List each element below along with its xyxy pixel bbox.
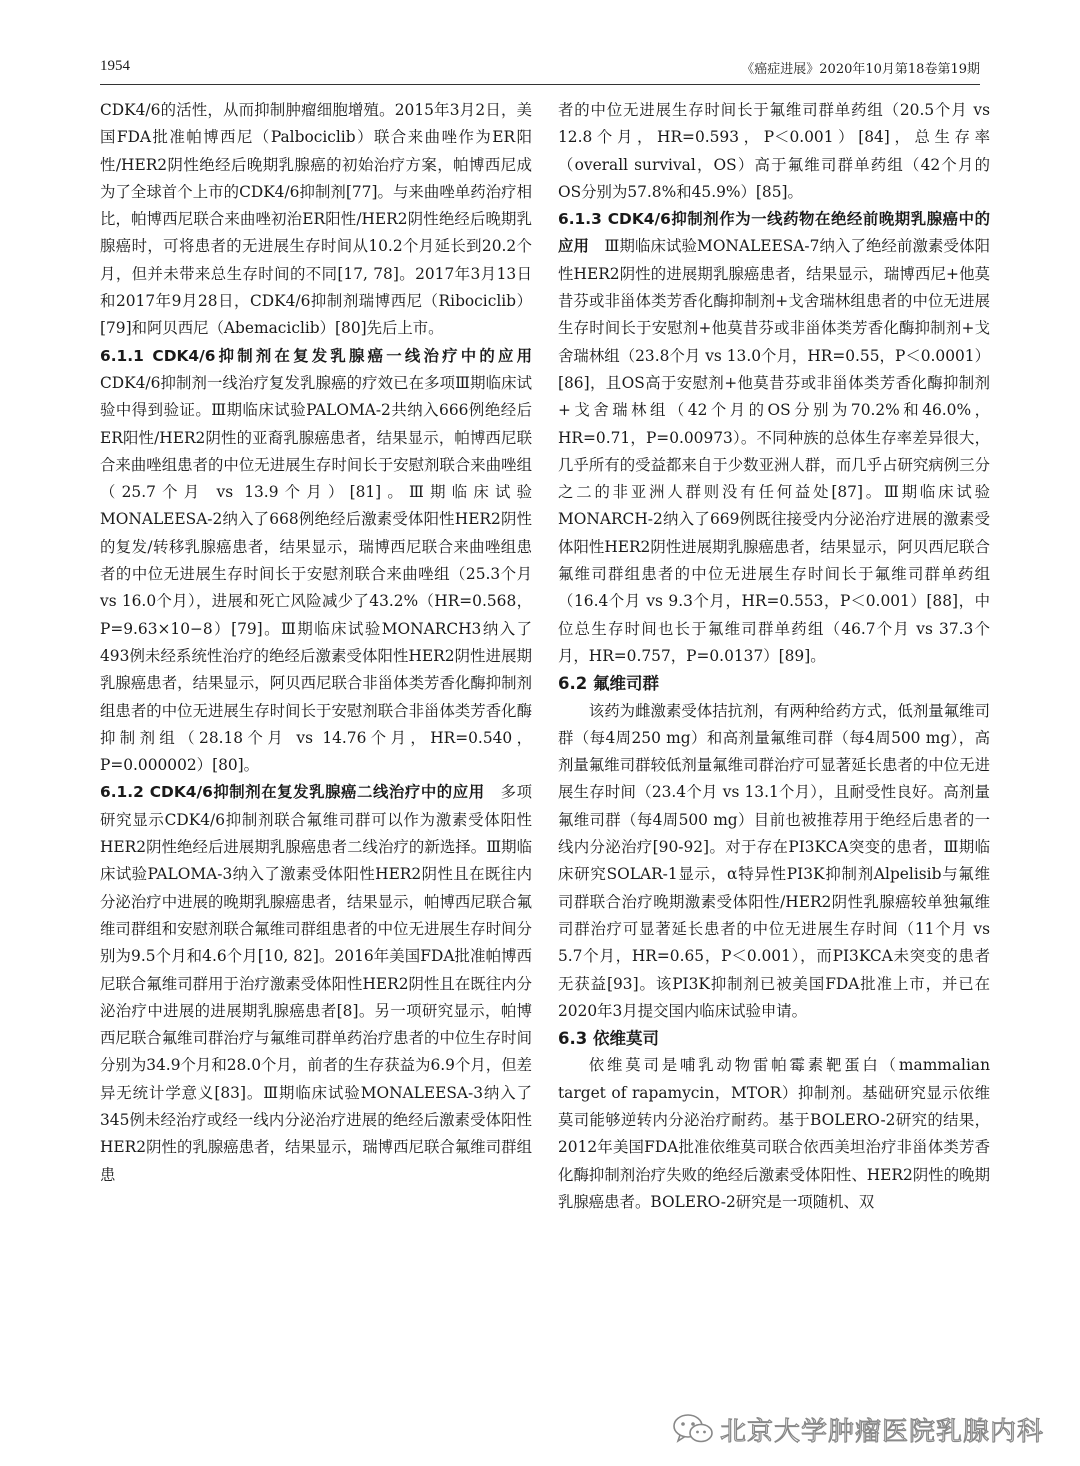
section-heading-6-3: 6.3 依维莫司 bbox=[558, 1029, 659, 1049]
subsection-6-1-3: 6.1.3 CDK4/6抑制剂作为一线药物在绝经前晚期乳腺癌中的应用 Ⅲ期临床试验MONALEESA-7纳入了绝经前激素受体阳性HER2阴性的进展期乳腺癌患者，结果显示，瑞博西尼+他莫昔芬或非甾体类芳香化酶抑制剂+戈舍瑞林组患者的中位无进展生存时间长于安慰剂+他莫昔芬或非甾体类芳香化酶抑制剂+戈舍瑞林组（23.8个月 vs 13.0个月，HR=0.55，P＜0.0001）[86]，且OS高于安慰剂+他莫昔芬或非甾体类芳香化酶抑制剂+戈舍瑞林组（42个月的OS分别为70.2%和46.0%，HR=0.71，P=0.00973）。不同种族的总体生存率差异很大，几乎所有的受益都来自于少数亚洲人群，而几乎占研究病例三分之二的非亚洲人群则没有任何益处[87]。Ⅲ期临床试验MONARCH-2纳入了669例既往接受内分泌治疗进展的激素受体阳性HER2阴性进展期乳腺癌患者，结果显示，阿贝西尼联合氟维司群组患者的中位无进展生存时间长于氟维司群单药组（16.4个月 vs 9.3个月，HR=0.553，P＜0.001）[88]，中位总生存时间也长于氟维司群单药组（46.7个月 vs 37.3个月，HR=0.757，P=0.0137）[89]。 bbox=[558, 210, 990, 665]
paragraph: 该药为雌激素受体拮抗剂，有两种给药方式，低剂量氟维司群（每4周250 mg）和高剂量氟维司群（每4周500 mg），高剂量氟维司群较低剂量氟维司群治疗可显著延长患者的中位无进展生存时间（23.4个月 vs 13.1个月），且耐受性良好。高剂量氟维司群（每4周500 mg）目前也被推荐用于绝经后患者的一线内分泌治疗[90-92]。对于存在PI3KCA突变的患者，Ⅲ期临床研究SOLAR-1显示，α特异性PI3K抑制剂Alpelisib与氟维司群联合治疗晚期激素受体阳性/HER2阴性乳腺癌较单独氟维司群治疗可显著延长患者的中位无进展生存时间（11个月 vs 5.7个月，HR=0.65，P＜0.001），而PI3KCA未突变的患者无获益[93]。该PI3K抑制剂已被美国FDA批准上市，并已在2020年3月提交国内临床试验申请。 bbox=[558, 701, 990, 1020]
page-number: 1954 bbox=[100, 58, 130, 74]
header-rule bbox=[100, 84, 980, 85]
wechat-icon bbox=[672, 1413, 714, 1445]
right-column bbox=[558, 97, 990, 1216]
watermark-text: 北京大学肿瘤医院乳腺内科 bbox=[720, 1416, 1045, 1447]
subsection-6-1-1: 6.1.1 CDK4/6抑制剂在复发乳腺癌一线治疗中的应用 CDK4/6抑制剂一线治疗复发乳腺癌的疗效已在多项Ⅲ期临床试验中得到验证。Ⅲ期临床试验PALOMA-2共纳入666例绝经后ER阳性/HER2阴性的亚裔乳腺癌患者，结果显示，帕博西尼联合来曲唑组患者的中位无进展生存时间长于安慰剂联合来曲唑组（25.7个月 vs 13.9个月）[81]。Ⅲ期临床试验MONALEESA-2纳入了668例绝经后激素受体阳性HER2阴性的复发/转移乳腺癌患者，结果显示，瑞博西尼联合来曲唑组患者的中位无进展生存时间长于安慰剂联合来曲唑组（25.3个月 vs 16.0个月），进展和死亡风险减少了43.2%（HR=0.568，P=9.63×10−8）[79]。Ⅲ期临床试验MONARCH3纳入了493例未经系统性治疗的绝经后激素受体阳性HER2阴性进展期乳腺癌患者，结果显示，阿贝西尼联合非甾体类芳香化酶抑制剂组患者的中位无进展生存时间长于安慰剂联合非甾体类芳香化酶抑制剂组（28.18个月 vs 14.76个月，HR=0.540，P=0.000002）[80]。 bbox=[100, 346, 532, 775]
subsection-heading: 6.1.3 CDK4/6抑制剂作为一线药物在绝经前晚期乳腺癌中的应用 bbox=[558, 210, 990, 256]
subsection-heading: 6.1.2 CDK4/6抑制剂在复发乳腺癌二线治疗中的应用 bbox=[100, 783, 485, 802]
paragraph: CDK4/6的活性，从而抑制肿瘤细胞增殖。2015年3月2日，美国FDA批准帕博西尼（Palbociclib）联合来曲唑作为ER阳性/HER2阴性绝经后晚期乳腺癌的初始治疗方案，帕博西尼成为了全球首个上市的CDK4/6抑制剂[77]。与来曲唑单药治疗相比，帕博西尼联合来曲唑初治ER阳性/HER2阴性绝经后晚期乳腺癌时，可将患者的无进展生存时间从10.2个月延长到20.2个月，但并未带来总生存时间的不同[17, 78]。2017年3月13日和2017年9月28日，CDK4/6抑制剂瑞博西尼（Ribociclib）[79]和阿贝西尼（Abemaciclib）[80]先后上市。 bbox=[100, 101, 532, 338]
watermark bbox=[672, 1410, 1052, 1448]
journal-citation: 《癌症进展》2020年10月第18卷第19期 bbox=[741, 62, 980, 77]
page-header bbox=[0, 0, 1080, 85]
subsection-heading: 6.1.1 CDK4/6抑制剂在复发乳腺癌一线治疗中的应用 bbox=[100, 346, 532, 365]
paragraph: 者的中位无进展生存时间长于氟维司群单药组（20.5个月 vs 12.8个月，HR=0.593，P＜0.001）[84]，总生存率（overall survival，OS）高于氟维司群单药组（42个月的OS分别为57.8%和45.9%）[85]。 bbox=[558, 101, 990, 201]
paragraph: 依维莫司是哺乳动物雷帕霉素靶蛋白（mammalian target of rapamycin，MTOR）抑制剂。基础研究显示依维莫司能够逆转内分泌治疗耐药。基于BOLERO-2研究的结果，2012年美国FDA批准依维莫司联合依西美坦治疗非甾体类芳香化酶抑制剂治疗失败的绝经后激素受体阳性、HER2阴性的晚期乳腺癌患者。BOLERO-2研究是一项随机、双 bbox=[558, 1056, 990, 1211]
left-column bbox=[100, 97, 532, 1189]
subsection-6-1-2: 6.1.2 CDK4/6抑制剂在复发乳腺癌二线治疗中的应用 多项研究显示CDK4/6抑制剂联合氟维司群可以作为激素受体阳性HER2阴性绝经后进展期乳腺癌患者二线治疗的新选择。Ⅲ期临床试验PALOMA-3纳入了激素受体阳性HER2阴性且在既往内分泌治疗中进展的晚期乳腺癌患者，结果显示，帕博西尼联合氟维司群组和安慰剂联合氟维司群组患者的中位无进展生存时间分别为9.5个月和4.6个月[10, 82]。2016年美国FDA批准帕博西尼联合氟维司群用于治疗激素受体阳性HER2阴性且在既往内分泌治疗中进展的进展期乳腺癌患者[8]。另一项研究显示，帕博西尼联合氟维司群治疗与氟维司群单药治疗患者的中位生存时间分别为34.9个月和28.0个月，前者的生存获益为6.9个月，但差异无统计学意义[83]。Ⅲ期临床试验MONALEESA-3纳入了345例未经治疗或经一线内分泌治疗进展的绝经后激素受体阳性HER2阴性的乳腺癌患者，结果显示，瑞博西尼联合氟维司群组患 bbox=[100, 783, 532, 1184]
section-heading-6-2: 6.2 氟维司群 bbox=[558, 674, 659, 694]
